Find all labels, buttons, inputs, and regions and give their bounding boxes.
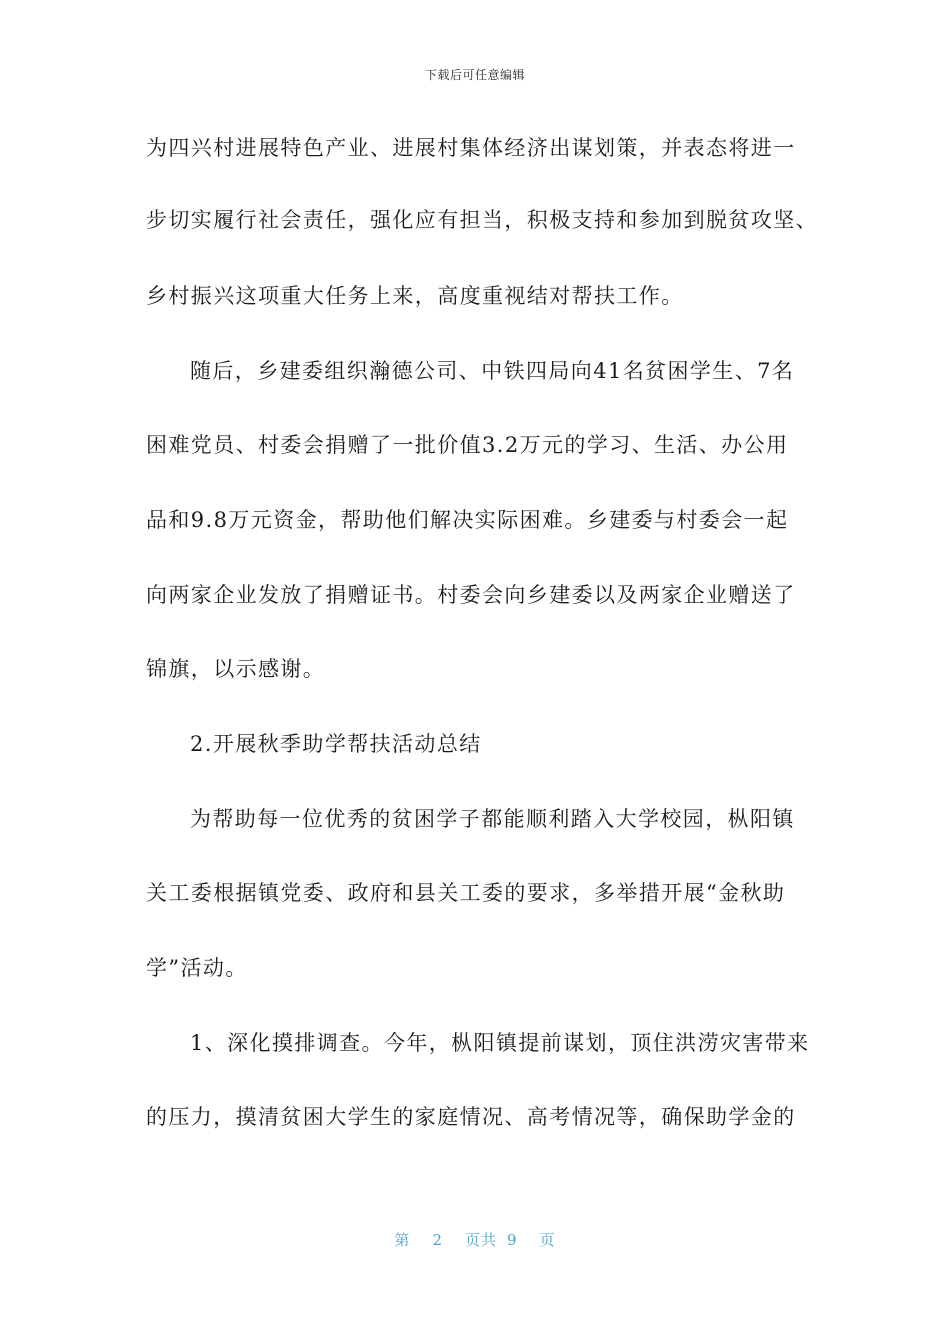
text-line: 品和9.8万元资金，帮助他们解决实际困难。乡建委与村委会一起 — [146, 508, 789, 532]
text-line: 步切实履行社会责任，强化应有担当，积极支持和参加到脱贫攻坚、 — [146, 208, 818, 232]
text-line: 随后，乡建委组织瀚德公司、中铁四局向41名贫困学生、7名 — [190, 359, 795, 383]
text-line: 关工委根据镇党委、政府和县关工委的要求，多举措开展“金秋助 — [146, 881, 786, 905]
text-line: 困难党员、村委会捐赠了一批价值3.2万元的学习、生活、办公用 — [146, 433, 789, 457]
text-line: 1、深化摸排调查。今年，枞阳镇提前谋划，顶住洪涝灾害带来 — [190, 1031, 810, 1055]
text-line: 为帮助每一位优秀的贫困学子都能顺利踏入大学校园，枞阳镇 — [190, 807, 795, 831]
page-footer — [0, 1229, 950, 1250]
footer-total-pages: 9 — [507, 1231, 518, 1249]
text-line: 学”活动。 — [146, 956, 248, 980]
text-line: 为四兴村进展特色产业、进展村集体经济出谋划策，并表态将进一 — [146, 136, 796, 160]
footer-suffix: 页 — [539, 1231, 556, 1249]
footer-prefix: 第 — [394, 1231, 411, 1249]
text-line: 的压力，摸清贫困大学生的家庭情况、高考情况等，确保助学金的 — [146, 1105, 796, 1129]
text-line: 乡村振兴这项重大任务上来，高度重视结对帮扶工作。 — [146, 284, 684, 308]
page-header-note: 下载后可任意编辑 — [424, 68, 525, 82]
footer-page-number: 2 — [432, 1231, 443, 1249]
text-line: 向两家企业发放了捐赠证书。村委会向乡建委以及两家企业赠送了 — [146, 583, 796, 607]
section-heading: 2.开展秋季助学帮扶活动总结 — [190, 732, 482, 756]
footer-middle: 页共 — [464, 1231, 497, 1249]
text-line: 锦旗，以示感谢。 — [146, 657, 326, 681]
